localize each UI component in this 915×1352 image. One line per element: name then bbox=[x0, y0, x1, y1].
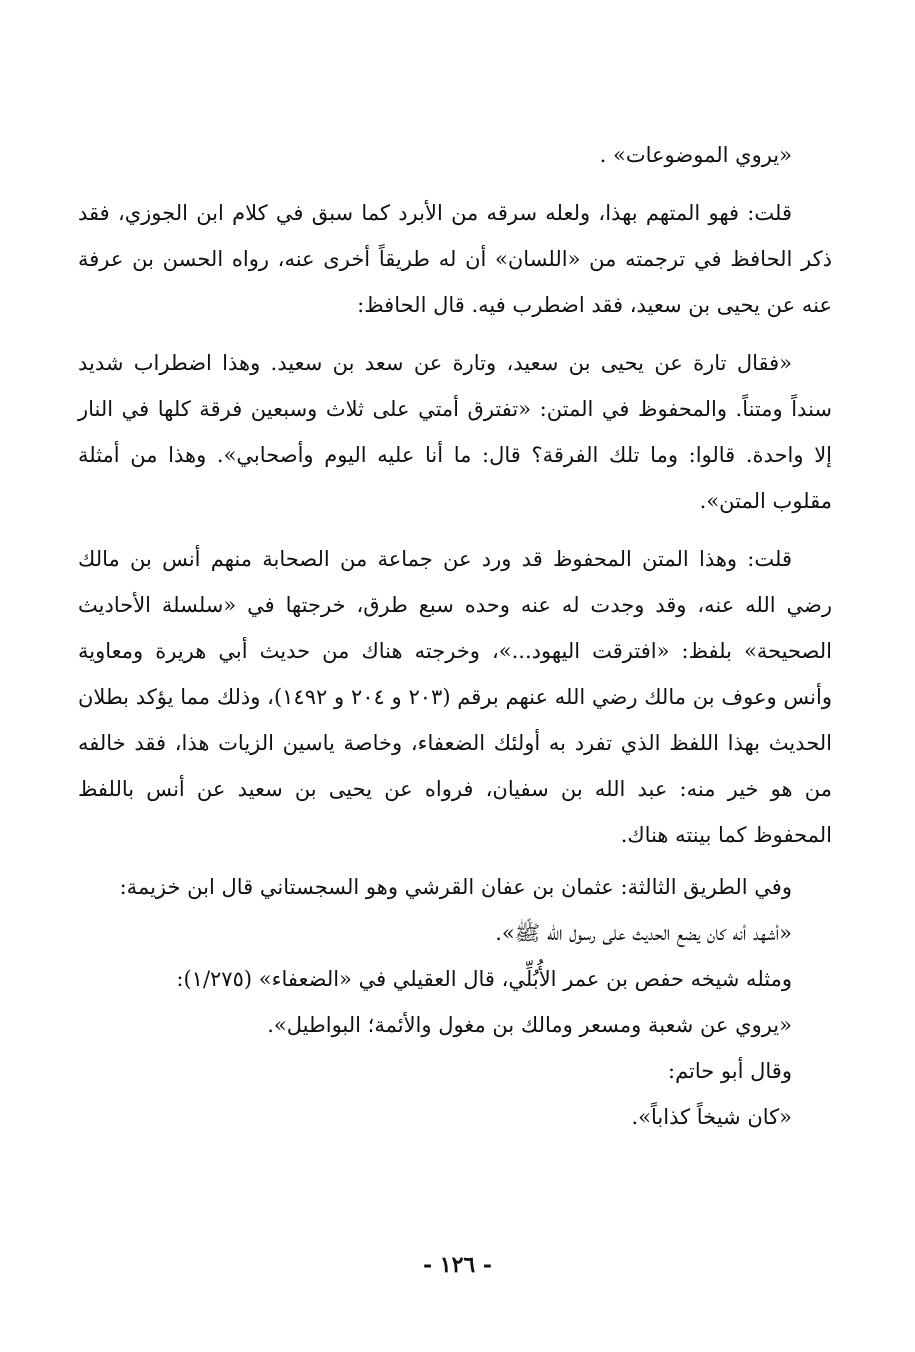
page-number: - ١٢٦ - bbox=[422, 1252, 493, 1278]
paragraph-ibn-khuzaymah-quote: «أشهد أنه كان يضع الحديث على رسول الله ﷺ». bbox=[495, 921, 792, 945]
paragraph-hafiz-quote: «فقال تارة عن يحيى بن سعيد، وتارة عن سعد بن سعيد. وهذا اضطراب شديد سنداً ومتناً. والمحفوظ في المتن: «تفترق أمتي على ثلاث وسبعين فرقة كلها في النار إلا واحدة. قالوا: وما تلك الفرقة؟ قال: ما أنا عليه اليوم وأصحابي». وهذا من أمثلة مقلوب المتن». bbox=[78, 351, 832, 513]
paragraph-quote-end: «يروي الموضوعات» . bbox=[599, 143, 792, 167]
paragraph-third-path: وفي الطريق الثالثة: عثمان بن عفان القرشي وهو السجستاني قال ابن خزيمة: bbox=[119, 875, 792, 899]
paragraph-uqayli-quote: «يروي عن شعبة ومسعر ومالك بن مغول والأئمة؛ البواطيل». bbox=[267, 1013, 792, 1037]
paragraph-abu-hatim-quote: «كان شيخاً كذاباً». bbox=[631, 1105, 792, 1129]
page-body bbox=[78, 132, 832, 1140]
paragraph-author-comment: قلت: وهذا المتن المحفوظ قد ورد عن جماعة من الصحابة منهم أنس بن مالك رضي الله عنه، وقد وجدت له عنه وحده سبع طرق، خرجتها في «سلسلة الأحاديث الصحيحة» بلفظ: «افترقت اليهود...»، وخرجته هناك من حديث أبي هريرة ومعاوية وأنس وعوف بن مالك رضي الله عنهم برقم (٢٠٣ و ٢٠٤ و ١٤٩٢)، وذلك مما يؤكد بطلان الحديث بهذا اللفظ الذي تفرد به أولئك الضعفاء، وخاصة ياسين الزيات هذا، فقد خالفه من هو خير منه: عبد الله بن سفيان، فرواه عن يحيى بن سعيد عن أنس باللفظ المحفوظ كما بينته هناك. bbox=[78, 547, 832, 847]
paragraph-hafiz-intro: قلت: فهو المتهم بهذا، ولعله سرقه من الأبرد كما سبق في كلام ابن الجوزي، فقد ذكر الحافظ في ترجمته من «اللسان» أن له طريقاً أخرى عنه، رواه الحسن بن عرفة عنه عن يحيى بن سعيد، فقد اضطرب فيه. قال الحافظ: bbox=[78, 201, 832, 317]
paragraph-abu-hatim: وقال أبو حاتم: bbox=[668, 1059, 792, 1083]
paragraph-hafs-ibn-umar: ومثله شيخه حفص بن عمر الأُبُلِّي، قال العقيلي في «الضعفاء» (١/٢٧٥): bbox=[176, 967, 792, 991]
